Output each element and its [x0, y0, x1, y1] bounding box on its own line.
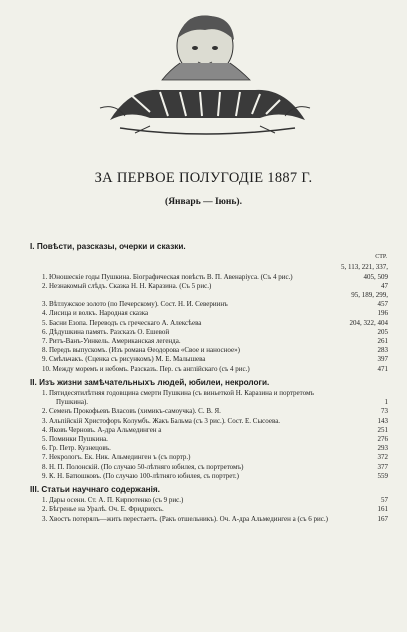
- entry-text: 3. Хвостъ потерялъ—жить перестаетъ. (Ракъ отшельникъ). Оч. А-дра Альмединген а (съ 6 рис.): [42, 514, 328, 523]
- entry-text: 1. Пятидесятилѣтняя годовщина смерти Пушкина (съ виньеткой Н. Каразина и портретомъ Пушкина).: [42, 389, 314, 407]
- list-item: [30, 496, 388, 505]
- entry-pages: 73: [381, 407, 388, 416]
- list-item: [30, 365, 388, 374]
- entry-pages: 57: [381, 496, 388, 505]
- entry-pages: 196: [377, 309, 388, 318]
- entry-text: 8. Передъ выпускомъ. (Изъ романа Өеодорова «Свое и наносное»): [42, 346, 240, 355]
- entry-text: 7. Некрологъ. Ек. Ник. Альмединген ъ (съ портр.): [42, 453, 191, 462]
- entry-pages: 293: [377, 444, 388, 453]
- list-item: [30, 346, 388, 355]
- entry-pages: 161: [377, 505, 388, 514]
- entry-text: 1. Дары осени. Ст. А. П. Кирпотенко (съ 9 рис.): [42, 496, 184, 505]
- list-item: [30, 263, 388, 281]
- entry-text: 10. Между моремъ и небомъ. Разсказъ. Пер. съ англійскаго (съ 4 рис.): [42, 364, 250, 373]
- entry-text: 9. Смѣльчакъ. (Сценка съ рисункомъ) М. Е. Малышева: [42, 355, 206, 364]
- entry-text: 7. Ритъ-Ванъ-Уинкель. Американская легенда.: [42, 337, 181, 346]
- entry-pages: 204, 322, 404: [349, 318, 388, 327]
- entry-pages: 95, 189, 299, 457: [351, 291, 388, 309]
- list-item: [30, 435, 388, 444]
- entry-text: 9. К. Н. Батюшковъ. (По случаю 100-лѣтняго юбилея, съ портрет.): [42, 471, 239, 480]
- entry-text: 3. Вѣтлужское золото (по Печерскому). Сост. Н. И. Севериинъ: [42, 300, 228, 309]
- entry-pages: 397: [377, 355, 388, 364]
- entry-pages: 377: [377, 462, 388, 471]
- list-item: [30, 426, 388, 435]
- entry-text: 8. Н. П. Полонскій. (По случаю 50-лѣтняго юбилея, съ портретомъ): [42, 462, 244, 471]
- list-item: [30, 355, 388, 364]
- entry-text: 4. Лисица и волкъ. Народная сказка: [42, 309, 149, 318]
- entry-pages: 261: [377, 337, 388, 346]
- entry-text: 5. Басни Езопа. Переводъ съ греческаго А. Алексѣева: [42, 318, 202, 327]
- entry-text: 4. Яковъ Черновъ. А-дра Альмединген а: [42, 425, 162, 434]
- entry-pages: 372: [377, 453, 388, 462]
- entry-text: 6. Гр. Петр. Кузнецовъ.: [42, 444, 111, 453]
- entry-text: 5. Поминки Пушкина.: [42, 435, 108, 444]
- list-item: [30, 463, 388, 472]
- entry-text: 2. Незнакомый слѣдъ. Сказка Н. Н. Каразина. (Съ 5 рис.): [42, 281, 212, 290]
- list-item: [30, 328, 388, 337]
- page-subtitle: (Январь — Іюнь).: [165, 197, 242, 207]
- entry-pages: 471: [377, 364, 388, 373]
- entry-pages: 283: [377, 346, 388, 355]
- entry-pages: 559: [377, 471, 388, 480]
- entry-text: 3. Альпійскій Христофоръ Колумбъ. Жакъ Бальма (съ 3 рис.). Сост. Е. Сысоева.: [42, 416, 281, 425]
- entry-pages: 1: [384, 398, 388, 407]
- section-heading: I. Повѣсти, разсказы, очерки и сказки.: [30, 242, 186, 251]
- masthead-illustration-icon: [90, 8, 320, 148]
- section-heading: III. Статьи научнаго содержанія.: [30, 485, 160, 495]
- entry-pages: 47: [381, 281, 388, 290]
- list-item: [30, 472, 388, 481]
- page-title: ЗА ПЕРВОЕ ПОЛУГОДІЕ 1887 Г.: [94, 170, 313, 186]
- entry-text: 2. Бѣгренье на Уралѣ. Оч. Е. Фридрихсъ.: [42, 505, 164, 514]
- entry-pages: 205: [377, 327, 388, 336]
- entry-pages: 251: [377, 425, 388, 434]
- page-column-label: СТР.: [375, 254, 387, 261]
- entry-pages: 143: [377, 416, 388, 425]
- entry-pages: 5, 113, 221, 337, 405, 509: [341, 263, 388, 281]
- list-item: [30, 337, 388, 346]
- list-item: [30, 417, 388, 426]
- list-item: [30, 282, 388, 291]
- list-item: [30, 389, 388, 407]
- list-item: [30, 319, 388, 328]
- list-item: [30, 407, 388, 416]
- list-item: [30, 444, 388, 453]
- list-item: [30, 505, 388, 514]
- list-item: [30, 453, 388, 462]
- section-heading: II. Изъ жизни замѣчательныхъ людей, юбилеи, некрологи.: [30, 377, 270, 387]
- entry-text: 1. Юношескіе годы Пушкина. Біографическая повѣсть В. П. Авенаріуса. (Съ 4 рис.): [42, 272, 293, 281]
- entry-pages: 276: [377, 435, 388, 444]
- list-item: [30, 309, 388, 318]
- entry-text: 2. Семенъ Прокофьевъ Власовъ (химикъ-самоучка). С. В. Я.: [42, 407, 221, 416]
- entry-text: 6. Дѣдушкина память. Разсказъ О. Ешевой: [42, 327, 170, 336]
- list-item: [30, 515, 388, 524]
- list-item: [30, 291, 388, 309]
- table-of-contents: [30, 242, 388, 524]
- entry-pages: 167: [377, 514, 388, 523]
